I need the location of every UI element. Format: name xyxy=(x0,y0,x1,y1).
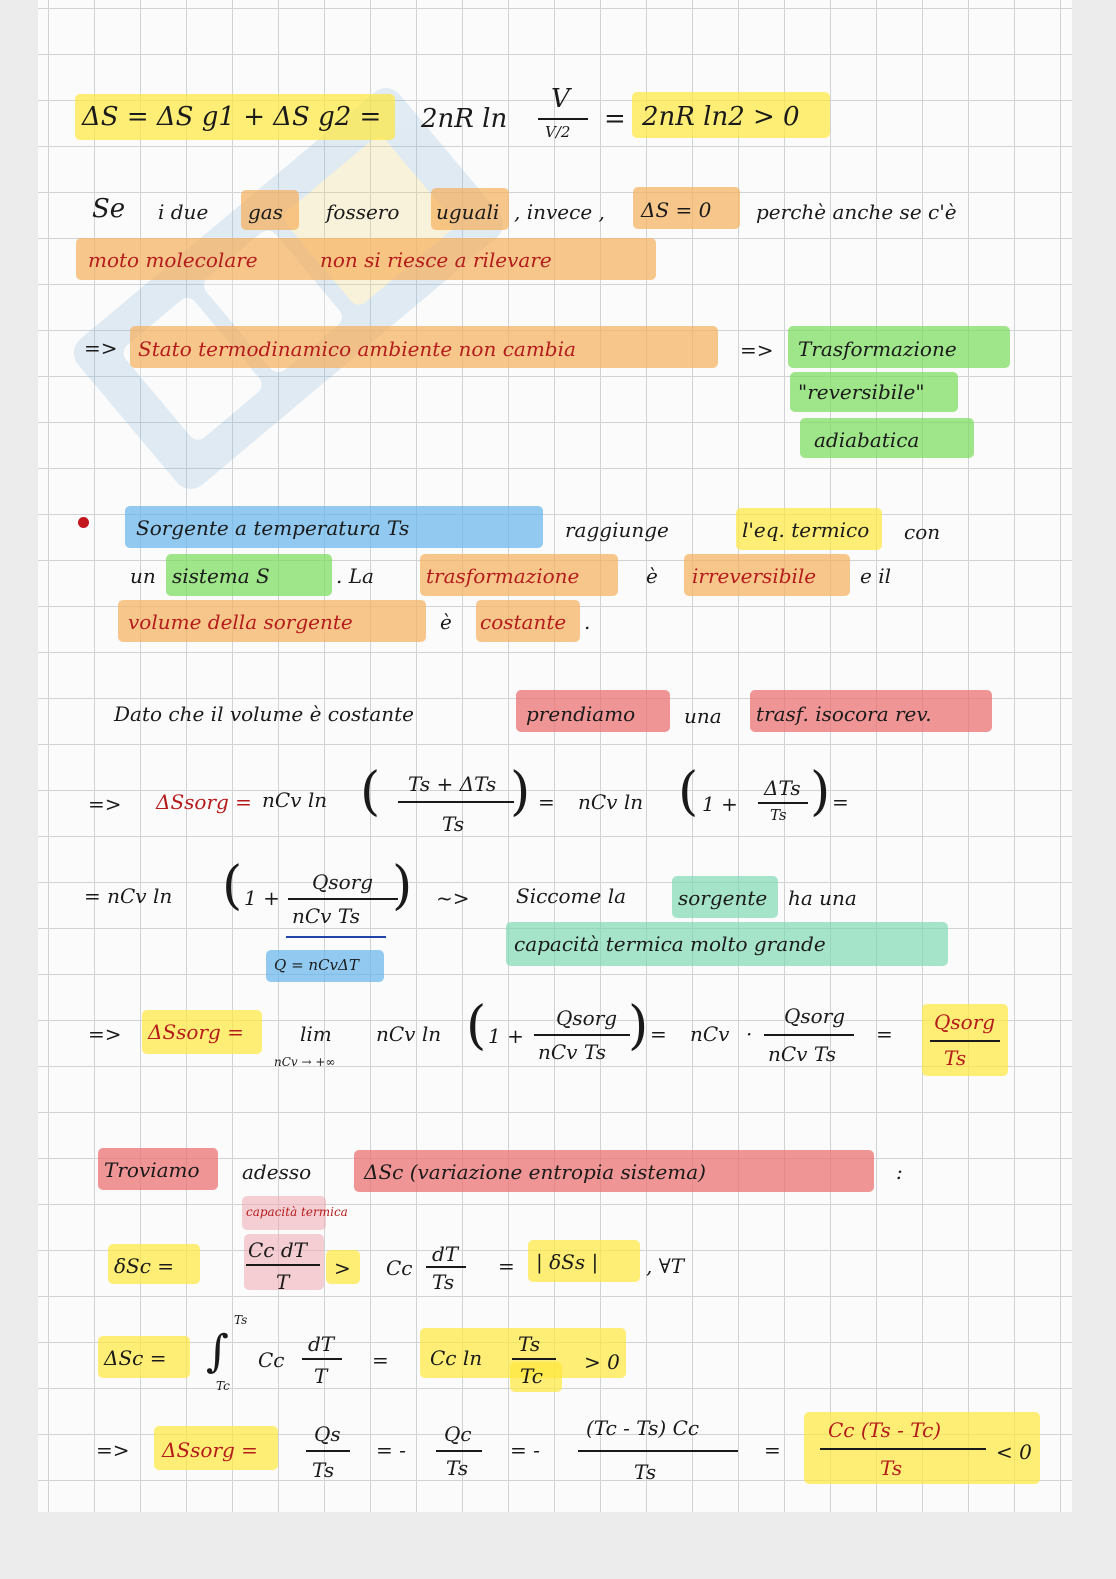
equals-sign: = xyxy=(604,104,626,134)
lt-zero: < 0 xyxy=(996,1440,1032,1464)
equals-eq5: = xyxy=(372,1348,389,1372)
frac-den-ts: Ts xyxy=(442,812,465,836)
paren-open-1: ( xyxy=(360,762,381,822)
q-definition: Q = nCvΔT xyxy=(274,956,359,974)
frac-num-qc: Qc xyxy=(444,1422,472,1446)
equals-eq4: = xyxy=(498,1254,515,1278)
equals-eq1: = xyxy=(538,790,555,814)
cc-ln: Cc ln xyxy=(430,1346,483,1370)
word-raggiunge: raggiunge xyxy=(565,518,669,542)
word-sorgente: sorgente xyxy=(678,886,768,910)
word-trasformazione-2: trasformazione xyxy=(426,564,580,588)
word-una: una xyxy=(684,704,722,728)
one-plus-eq3: 1 + xyxy=(488,1024,524,1048)
arrow-eq1: => xyxy=(88,792,122,816)
word-perche: perchè anche se c'è xyxy=(756,200,957,224)
fraction-bar xyxy=(758,802,808,804)
word-gas: gas xyxy=(248,200,283,224)
forall-t: , ∀T xyxy=(646,1254,685,1278)
word-invece: , invece , xyxy=(514,200,605,224)
integral-sign: ∫ xyxy=(206,1326,229,1377)
fraction-bar xyxy=(426,1266,466,1268)
frac-v-num: V xyxy=(551,84,570,114)
ds-sorg-lhs: ΔSsorg = xyxy=(156,790,252,814)
frac-v-den: V/2 xyxy=(545,123,571,141)
word-se: Se xyxy=(92,194,126,224)
gt-sign: > xyxy=(334,1256,351,1280)
gt-zero: > 0 xyxy=(584,1350,620,1374)
frac-num-dt: dT xyxy=(432,1242,459,1266)
result-2nrln2: 2nR ln2 > 0 xyxy=(642,102,800,132)
paren-close-1: ) xyxy=(510,762,531,822)
frac-den-t-2: T xyxy=(314,1364,328,1388)
frac-num-dts: ΔTs xyxy=(764,776,801,800)
word-la: . La xyxy=(336,564,374,588)
word-e-il: e il xyxy=(860,564,891,588)
underbrace xyxy=(286,936,386,938)
word-uguali: uguali xyxy=(436,200,500,224)
ds-sum-expression: ΔS = ΔS g1 + ΔS g2 = xyxy=(82,102,382,132)
word-ds-zero: ΔS = 0 xyxy=(641,198,712,222)
fraction-bar xyxy=(764,1034,854,1036)
dsc-lhs: δSc = xyxy=(114,1254,175,1278)
one-plus-eq1: 1 + xyxy=(702,792,738,816)
colon: : xyxy=(896,1160,903,1184)
frac-num-qsorg-2: Qsorg xyxy=(556,1006,618,1030)
fraction-bar xyxy=(820,1448,986,1450)
word-con: con xyxy=(904,520,941,544)
equals-eq3-2: = xyxy=(876,1022,893,1046)
result-ts-den: Ts xyxy=(944,1046,967,1070)
notebook-page xyxy=(38,0,1072,1579)
word-un: un xyxy=(130,564,156,588)
fraction-bar xyxy=(436,1450,482,1452)
frac-den-ts-7: Ts xyxy=(634,1460,657,1484)
ds-sorg-lhs-2: ΔSsorg = xyxy=(148,1020,244,1044)
frac-den-ts-2: Ts xyxy=(770,806,787,824)
lim-subscript: nCv → +∞ xyxy=(274,1055,336,1069)
cc-integrand: Cc xyxy=(258,1348,285,1372)
frac-num-qsorg-3: Qsorg xyxy=(784,1004,846,1028)
integral-lower: Tc xyxy=(216,1379,230,1393)
fraction-bar xyxy=(306,1450,350,1452)
fraction-bar xyxy=(246,1264,320,1266)
equals-eq6: = xyxy=(764,1438,781,1462)
word-costante: costante xyxy=(480,610,567,634)
ncv-ln-lead: = nCv ln xyxy=(84,884,173,908)
frac-den-ncvts: nCv Ts xyxy=(292,904,360,928)
word-non-si-riesce: non si riesce a rilevare xyxy=(320,248,552,272)
ncv-ln-1: nCv ln xyxy=(262,788,328,812)
integral-upper: Ts xyxy=(234,1313,248,1327)
frac-den-ts-6: Ts xyxy=(446,1456,469,1480)
word-eq-termico: l'eq. termico xyxy=(742,518,870,542)
frac-den-t: T xyxy=(276,1270,290,1294)
dsc-lhs-2: ΔSc = xyxy=(104,1346,167,1370)
fraction-bar xyxy=(930,1040,1000,1042)
phrase-volume-sorgente: volume della sorgente xyxy=(128,610,353,634)
word-reversibile: "reversibile" xyxy=(798,380,925,404)
frac-num-qs: Qs xyxy=(314,1422,341,1446)
ncv-ln-lim: nCv ln xyxy=(376,1022,442,1046)
frac-num-ts-4: Ts xyxy=(518,1332,541,1356)
equals-eq3-1: = xyxy=(650,1022,667,1046)
word-ha-una: ha una xyxy=(788,886,857,910)
result-cc-ts-tc: Cc (Ts - Tc) xyxy=(828,1418,942,1442)
fraction-bar xyxy=(288,898,398,900)
frac-den-ts-3: Ts xyxy=(432,1270,455,1294)
two-nr-ln: 2nR ln xyxy=(421,104,508,134)
fraction-bar xyxy=(398,801,514,803)
frac-den-tc: Tc xyxy=(520,1364,543,1388)
fraction-bar xyxy=(512,1358,556,1360)
word-moto-molecolare: moto molecolare xyxy=(88,248,258,272)
word-adesso: adesso xyxy=(242,1160,312,1184)
squiggle-arrow: ~> xyxy=(436,886,470,910)
page-bottom-margin xyxy=(38,1512,1072,1579)
arrow-eq6: => xyxy=(96,1438,130,1462)
paren-close-2: ) xyxy=(810,762,831,822)
ds-sorg-lhs-3: ΔSsorg = xyxy=(162,1438,258,1462)
abs-dss: | δSs | xyxy=(536,1250,599,1274)
word-siccome-la: Siccome la xyxy=(516,884,627,908)
bullet-dot xyxy=(78,517,89,528)
period: . xyxy=(584,610,591,634)
equals-minus-1: = - xyxy=(376,1438,406,1462)
paren-open-3: ( xyxy=(222,856,243,916)
frac-num-ts-dts: Ts + ΔTs xyxy=(408,772,497,796)
frac-den-ncvts-2: nCv Ts xyxy=(538,1040,606,1064)
paren-close-4: ) xyxy=(628,996,649,1056)
one-plus-eq2: 1 + xyxy=(244,886,280,910)
paren-open-4: ( xyxy=(466,996,487,1056)
note-capacita-termica: capacità termica xyxy=(246,1205,348,1219)
equals-end-eq1: = xyxy=(832,790,849,814)
lim-label: lim xyxy=(300,1022,332,1046)
phrase-sorgente-temperatura: Sorgente a temperatura Ts xyxy=(136,516,410,540)
result-qsorg-num: Qsorg xyxy=(934,1010,996,1034)
word-e-1: è xyxy=(646,564,658,588)
frac-num-cc-dt: Cc dT xyxy=(248,1238,308,1262)
word-troviamo: Troviamo xyxy=(104,1158,200,1182)
word-prendiamo: prendiamo xyxy=(526,702,636,726)
frac-num-dt-2: dT xyxy=(308,1332,335,1356)
arrow-implies-2: => xyxy=(740,338,774,362)
paren-close-3: ) xyxy=(392,856,413,916)
arrow-eq3: => xyxy=(88,1022,122,1046)
word-irreversibile: irreversibile xyxy=(692,564,817,588)
phrase-capacita-termica: capacità termica molto grande xyxy=(514,932,826,956)
word-i-due: i due xyxy=(158,200,209,224)
stato-termodinamico: Stato termodinamico ambiente non cambia xyxy=(138,337,576,361)
word-e-2: è xyxy=(440,610,452,634)
paren-open-2: ( xyxy=(678,762,699,822)
phrase-dato-che: Dato che il volume è costante xyxy=(114,702,415,726)
word-trasformazione: Trasformazione xyxy=(798,337,957,361)
fraction-bar xyxy=(302,1358,342,1360)
word-fossero: fossero xyxy=(326,200,400,224)
dot-mult: · xyxy=(746,1022,753,1046)
frac-num-qsorg: Qsorg xyxy=(312,870,374,894)
equals-minus-2: = - xyxy=(510,1438,540,1462)
fraction-bar xyxy=(578,1450,738,1452)
arrow-implies: => xyxy=(84,336,118,360)
frac-den-ts-5: Ts xyxy=(312,1458,335,1482)
word-adiabatica: adiabatica xyxy=(814,428,920,452)
word-sistema-s: sistema S xyxy=(172,564,270,588)
frac-num-tc-ts-cc: (Tc - Ts) Cc xyxy=(586,1416,700,1440)
result-ts-den-2: Ts xyxy=(880,1456,903,1480)
word-trasf-isocora: trasf. isocora rev. xyxy=(756,702,932,726)
ncv-ln-2: nCv ln xyxy=(578,790,644,814)
fraction-bar xyxy=(534,1034,630,1036)
ncv-cancelled: nCv xyxy=(690,1022,730,1046)
phrase-dsc-variazione: ΔSc (variazione entropia sistema) xyxy=(364,1160,706,1184)
frac-den-ncvts-3: nCv Ts xyxy=(768,1042,836,1066)
cc-coef: Cc xyxy=(386,1256,413,1280)
fraction-bar xyxy=(538,118,588,120)
